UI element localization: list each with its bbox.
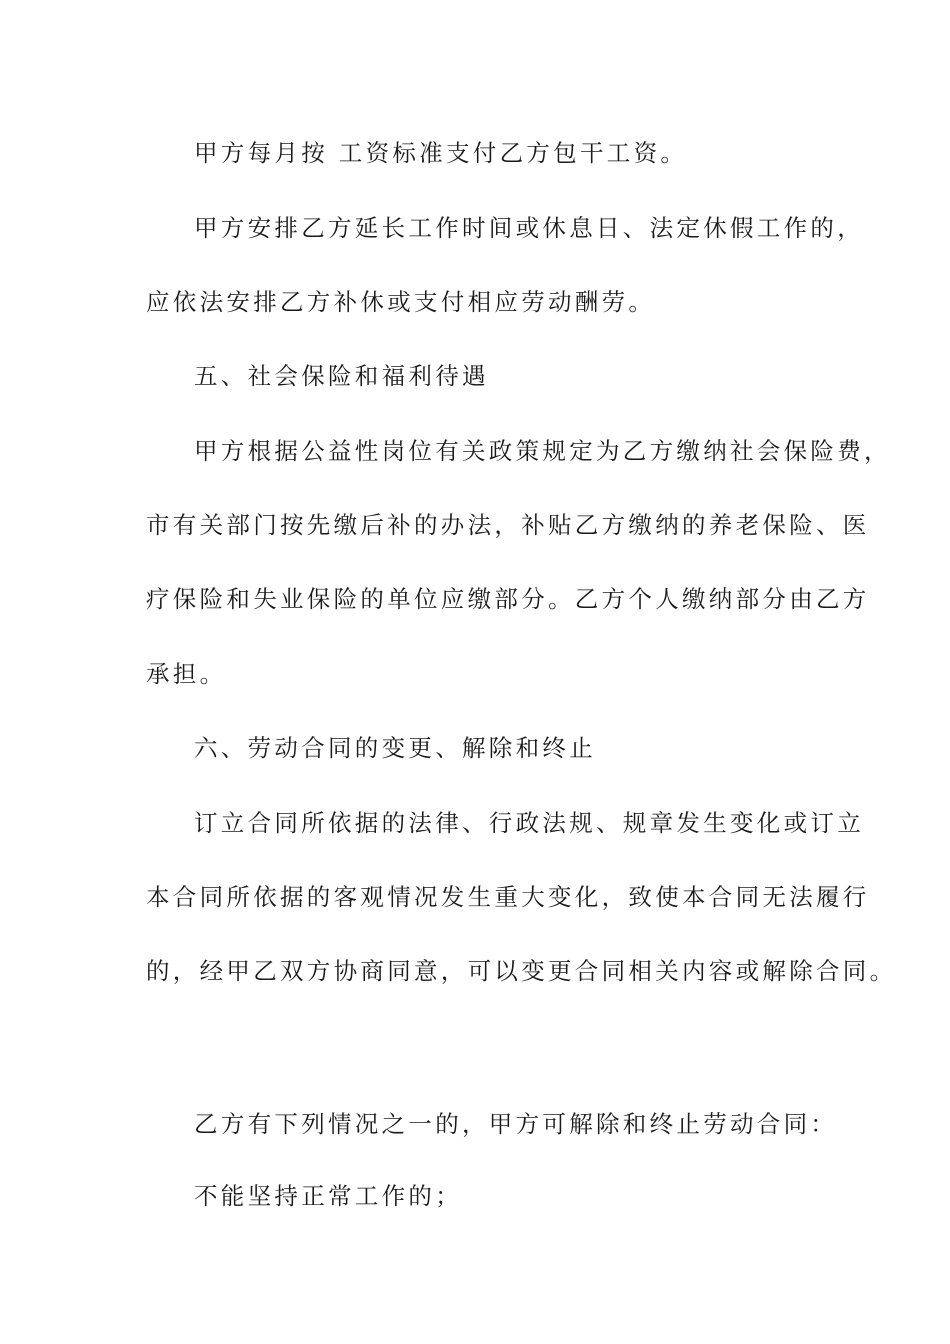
paragraph-line: 应依法安排乙方补休或支付相应劳动酬劳。: [146, 288, 656, 316]
paragraph-line: 订立合同所依据的法律、行政法规、规章发生变化或订立: [194, 809, 864, 837]
paragraph-line: 本合同所依据的客观情况发生重大变化，致使本合同无法履行: [146, 883, 870, 911]
paragraph-line: 乙方有下列情况之一的，甲方可解除和终止劳动合同：: [194, 1110, 838, 1138]
paragraph-line: 市有关部门按先缴后补的办法，补贴乙方缴纳的养老保险、医: [146, 511, 870, 539]
paragraph-line: 的，经甲乙双方协商同意，可以变更合同相关内容或解除合同。: [146, 957, 897, 985]
section-heading: 五、社会保险和福利待遇: [194, 362, 489, 390]
section-heading: 六、劳动合同的变更、解除和终止: [194, 734, 596, 762]
paragraph-line: 疗保险和失业保险的单位应缴部分。乙方个人缴纳部分由乙方: [146, 585, 870, 613]
paragraph-line: 不能坚持正常工作的；: [194, 1182, 462, 1210]
paragraph-line: 甲方根据公益性岗位有关政策规定为乙方缴纳社会保险费，: [194, 437, 891, 465]
paragraph-line: 甲方安排乙方延长工作时间或休息日、法定休假工作的，: [194, 214, 864, 242]
paragraph-line: 承担。: [146, 660, 227, 688]
paragraph-line: 甲方每月按 工资标准支付乙方包干工资。: [194, 139, 688, 167]
